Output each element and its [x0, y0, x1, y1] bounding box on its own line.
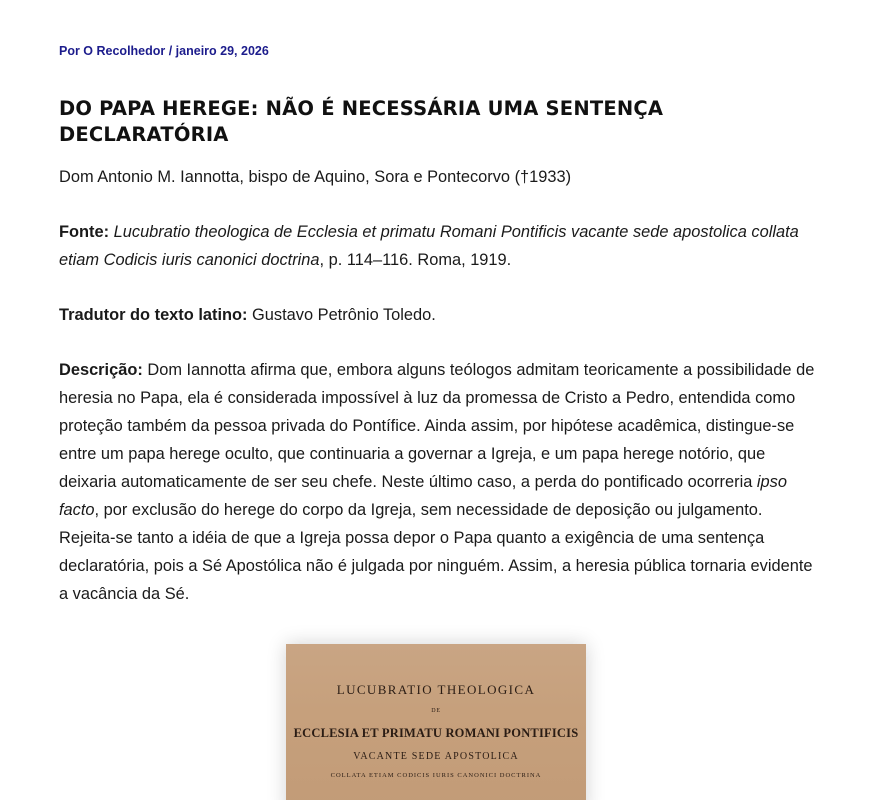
source-label: Fonte: [59, 223, 110, 241]
source-paragraph [59, 218, 819, 274]
description-text-1: Dom Iannotta afirma que, embora alguns teólogos admitam teoricamente a possibilidade de heresia no Papa, ela é considerada impossível à luz da promessa de Cristo a Pedro, entendida como proteção também da pessoa privada do Pontífice. Ainda assim, por hipótese acadêmica, distingue-se entre um papa herege oculto, que continuaria a governar a Igreja, e um papa herege notório, que deixaria automaticamente de ser seu chefe. Neste último caso, a perda do pontificado ocorreria [59, 361, 815, 491]
author-line: Dom Antonio M. Iannotta, bispo de Aquino, Sora e Pontecorvo (†1933) [59, 168, 572, 186]
cover-subtitle-2: VACANTE SEDE APOSTOLICA [353, 751, 519, 762]
source-details: , p. 114–116. Roma, 1919. [319, 251, 512, 269]
source-work-title: Lucubratio theologica de Ecclesia et primatu Romani Pontificis vacante sede apostolica collata etiam Codicis iuris canonici doctrina [59, 223, 799, 269]
cover-de: DE [431, 708, 441, 714]
book-cover-image [286, 644, 586, 800]
description-italic: ipso facto [59, 473, 787, 519]
translator-name: Gustavo Petrônio Toledo. [247, 306, 436, 324]
page-title: DO PAPA HEREGE: NÃO É NECESSÁRIA UMA SENTENÇA DECLARATÓRIA [59, 97, 664, 146]
description-text-2: , por exclusão do herege do corpo da Igreja, sem necessidade de deposição ou julgamento. Rejeita-se tanto a idéia de que a Igreja possa depor o Papa quanto a exigência de uma sentença declaratória, pois a Sé Apostólica não é julgada por ninguém. Assim, a heresia pública tornaria evidente a vacância da Sé. [59, 501, 813, 603]
post-meta[interactable] [59, 44, 269, 58]
description-paragraph [59, 356, 819, 608]
cover-subtitle-3: COLLATA ETIAM CODICIS IURIS CANONICI DOCTRINA [330, 772, 542, 779]
translator-paragraph [59, 301, 819, 329]
cover-title: LUCUBRATIO THEOLOGICA [336, 682, 536, 697]
translator-label: Tradutor do texto latino: [59, 306, 248, 324]
author-date-link[interactable]: Por O Recolhedor / janeiro 29, 2026 [59, 44, 269, 58]
description-label: Descrição: [59, 361, 143, 379]
cover-subtitle: ECCLESIA ET PRIMATU ROMANI PONTIFICIS [293, 726, 579, 740]
